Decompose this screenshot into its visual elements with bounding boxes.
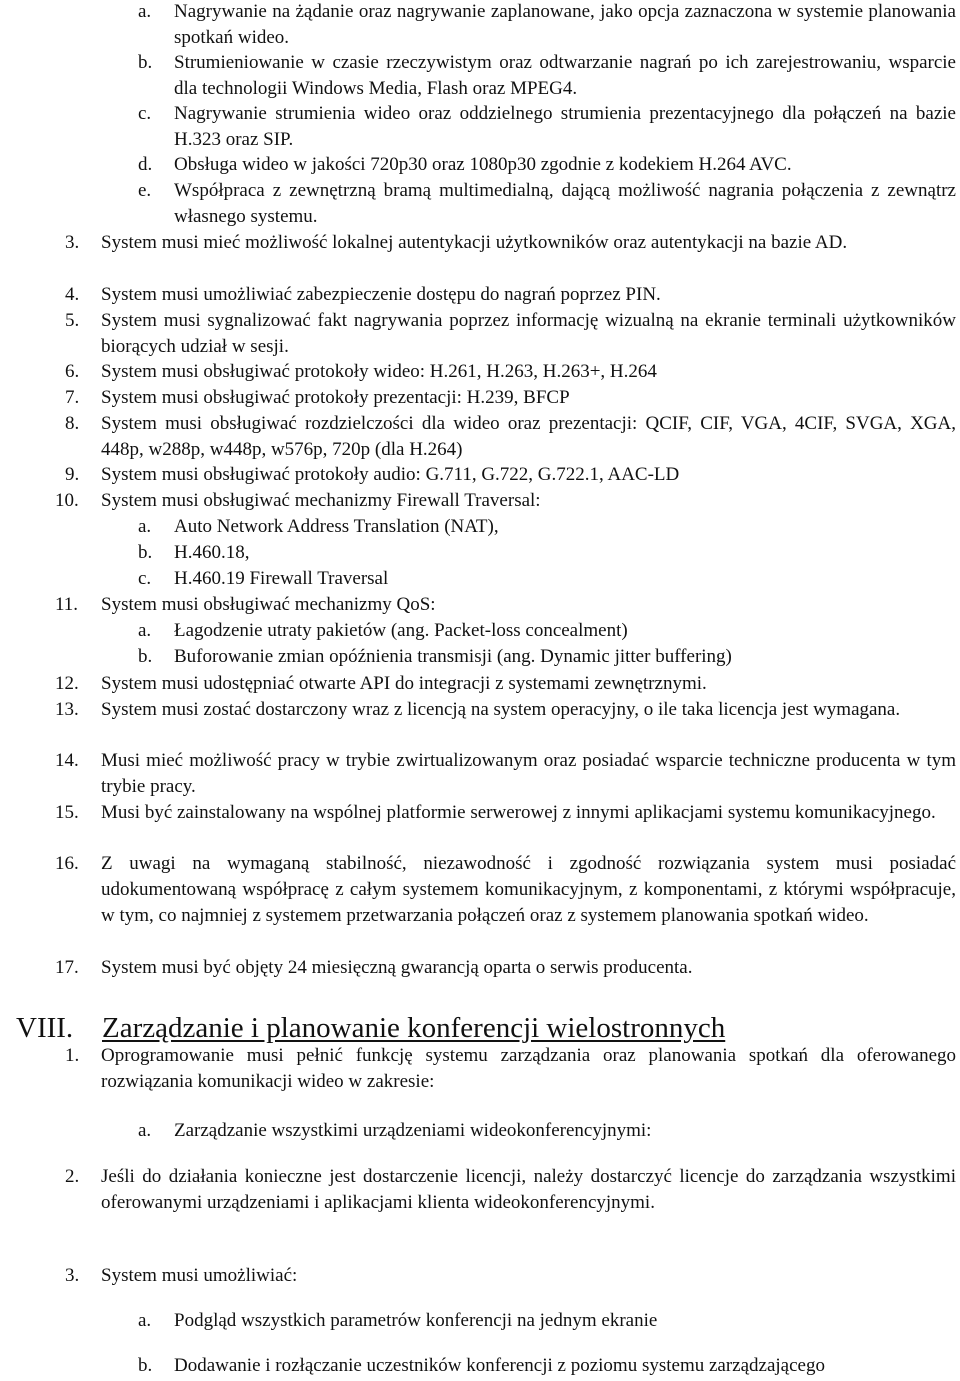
item-number: 5. (65, 310, 80, 331)
item-text: System musi obsługiwać rozdzielczości dla wideo oraz prezentacji: QCIF, CIF, VGA, 4CIF, SVGA, XGA, 448p, w288p, w448p, w576p, 720p (dla H.264) (101, 413, 956, 460)
item-number: 7. (65, 387, 80, 408)
item-text: System musi obsługiwać protokoły audio: G.711, G.722, G.722.1, AAC-LD (101, 464, 680, 485)
item-text: System musi obsługiwać protokoły wideo: H.261, H.263, H.263+, H.264 (101, 361, 657, 382)
item-number: 2. (65, 1166, 80, 1187)
list-item (65, 462, 956, 488)
item-number: 1. (65, 1045, 80, 1066)
list-item (55, 851, 956, 929)
item-number: 12. (55, 673, 79, 694)
section-number: VIII. (16, 1012, 74, 1044)
item-number: 11. (55, 594, 79, 615)
list-item (138, 1353, 956, 1379)
list-item (138, 618, 956, 644)
item-text: System musi udostępniać otwarte API do integracji z systemami zewnętrznymi. (101, 673, 707, 694)
item-text: System musi umożliwiać: (101, 1265, 298, 1286)
item-marker: d. (138, 154, 153, 175)
item-text: Buforowanie zmian opóźnienia transmisji (ang. Dynamic jitter buffering) (174, 646, 732, 667)
item-marker: b. (138, 542, 153, 563)
list-item (138, 1308, 956, 1334)
list-item (65, 282, 956, 308)
item-text: Podgląd wszystkich parametrów konferencji na jednym ekranie (174, 1310, 658, 1331)
item-marker: e. (138, 180, 152, 201)
item-text: Zarządzanie wszystkimi urządzeniami wideokonferencyjnymi: (174, 1120, 652, 1141)
list-item (138, 644, 956, 670)
item-number: 10. (55, 490, 79, 511)
list-item (138, 0, 956, 51)
section-title: Zarządzanie i planowanie konferencji wielostronnych (102, 1012, 726, 1044)
item-marker: a. (138, 620, 152, 641)
list-item (138, 101, 956, 153)
list-item (138, 50, 956, 102)
item-text: Z uwagi na wymaganą stabilność, niezawodność i zgodność rozwiązania system musi posiadać udokumentowaną współpracę z całym systemem komunikacyjnym, z komponentami, z którymi współpracuje, w tym, co najmniej z systemem przetwarzania połączeń oraz z systemem planowania spotkań wideo. (101, 853, 956, 926)
list-item (55, 800, 956, 826)
item-marker: a. (138, 516, 152, 537)
item-text: Musi być zainstalowany na wspólnej platformie serwerowej z innymi aplikacjami systemu komunikacyjnego. (101, 802, 936, 823)
item-marker: c. (138, 103, 152, 124)
item-marker: b. (138, 646, 153, 667)
item-number: 17. (55, 957, 79, 978)
item-text: System musi zostać dostarczony wraz z licencją na system operacyjny, o ile taka licencja jest wymagana. (101, 699, 901, 720)
item-number: 8. (65, 413, 80, 434)
list-item (65, 1263, 956, 1289)
item-text: System musi umożliwiać zabezpieczenie dostępu do nagrań poprzez PIN. (101, 284, 661, 305)
item-text: System musi obsługiwać mechanizmy QoS: (101, 594, 436, 615)
item-text: Musi mieć możliwość pracy w trybie zwirtualizowanym oraz posiadać wsparcie techniczne producenta w tym trybie pracy. (101, 750, 956, 797)
list-item (65, 308, 956, 360)
item-text: Nagrywanie na żądanie oraz nagrywanie zaplanowane, jako opcja zaznaczona w systemie planowania spotkań wideo. (174, 1, 956, 48)
list-item (55, 697, 956, 723)
item-number: 3. (65, 232, 80, 253)
item-text: H.460.19 Firewall Traversal (174, 568, 389, 589)
list-item (138, 566, 956, 592)
item-text: System musi sygnalizować fakt nagrywania poprzez informację wizualną na ekranie terminali użytkowników biorących udział w sesji. (101, 310, 956, 357)
item-text: H.460.18, (174, 542, 250, 563)
list-item (138, 178, 956, 230)
list-item (65, 359, 956, 385)
list-item (65, 230, 956, 256)
item-text: System musi obsługiwać mechanizmy Firewall Traversal: (101, 490, 541, 511)
item-text: Nagrywanie strumienia wideo oraz oddzielnego strumienia prezentacyjnego dla połączeń na bazie H.323 oraz SIP. (174, 103, 956, 150)
list-item (65, 1164, 956, 1216)
item-text: Auto Network Address Translation (NAT), (174, 516, 499, 537)
item-text: Współpraca z zewnętrzną bramą multimedialną, dającą możliwość nagrania połączenia z zewnątrz własnego systemu. (174, 180, 956, 227)
item-marker: c. (138, 568, 152, 589)
item-number: 14. (55, 750, 79, 771)
item-text: Jeśli do działania konieczne jest dostarczenie licencji, należy dostarczyć licencje do zarządzania wszystkimi oferowanymi urządzeniami i aplikacjami klienta wideokonferencyjnymi. (101, 1166, 956, 1213)
item-text: Dodawanie i rozłączanie uczestników konferencji z poziomu systemu zarządzającego (174, 1355, 825, 1376)
list-item (65, 1043, 956, 1095)
list-item (55, 671, 956, 697)
item-text: System musi być objęty 24 miesięczną gwarancją oparta o serwis producenta. (101, 957, 693, 978)
list-item (138, 152, 956, 178)
list-item (138, 514, 956, 540)
item-number: 9. (65, 464, 80, 485)
list-item (65, 411, 956, 463)
list-item (55, 488, 956, 514)
list-item (65, 385, 956, 411)
item-marker: a. (138, 1120, 152, 1141)
item-number: 13. (55, 699, 79, 720)
item-number: 15. (55, 802, 79, 823)
item-text: Oprogramowanie musi pełnić funkcję systemu zarządzania oraz planowania spotkań dla oferowanego rozwiązania komunikacji wideo w zakresie: (101, 1045, 956, 1092)
item-marker: b. (138, 1355, 153, 1376)
item-number: 4. (65, 284, 80, 305)
item-number: 16. (55, 853, 79, 874)
item-marker: a. (138, 1310, 152, 1331)
list-item (55, 748, 956, 800)
item-text: System musi mieć możliwość lokalnej autentykacji użytkowników oraz autentykacji na bazie AD. (101, 232, 848, 253)
list-item (55, 592, 956, 618)
item-number: 3. (65, 1265, 80, 1286)
list-item (138, 540, 956, 566)
list-item (55, 955, 956, 981)
item-text: Łagodzenie utraty pakietów (ang. Packet-loss concealment) (174, 620, 628, 641)
item-text: Strumieniowanie w czasie rzeczywistym oraz odtwarzanie nagrań po ich zarejestrowaniu, wsparcie dla technologii Windows Media, Flash oraz MPEG4. (174, 52, 956, 99)
item-text: Obsługa wideo w jakości 720p30 oraz 1080p30 zgodnie z kodekiem H.264 AVC. (174, 154, 792, 175)
list-item (138, 1118, 956, 1144)
item-number: 6. (65, 361, 80, 382)
item-marker: b. (138, 52, 153, 73)
item-marker: a. (138, 1, 152, 22)
item-text: System musi obsługiwać protokoły prezentacji: H.239, BFCP (101, 387, 570, 408)
